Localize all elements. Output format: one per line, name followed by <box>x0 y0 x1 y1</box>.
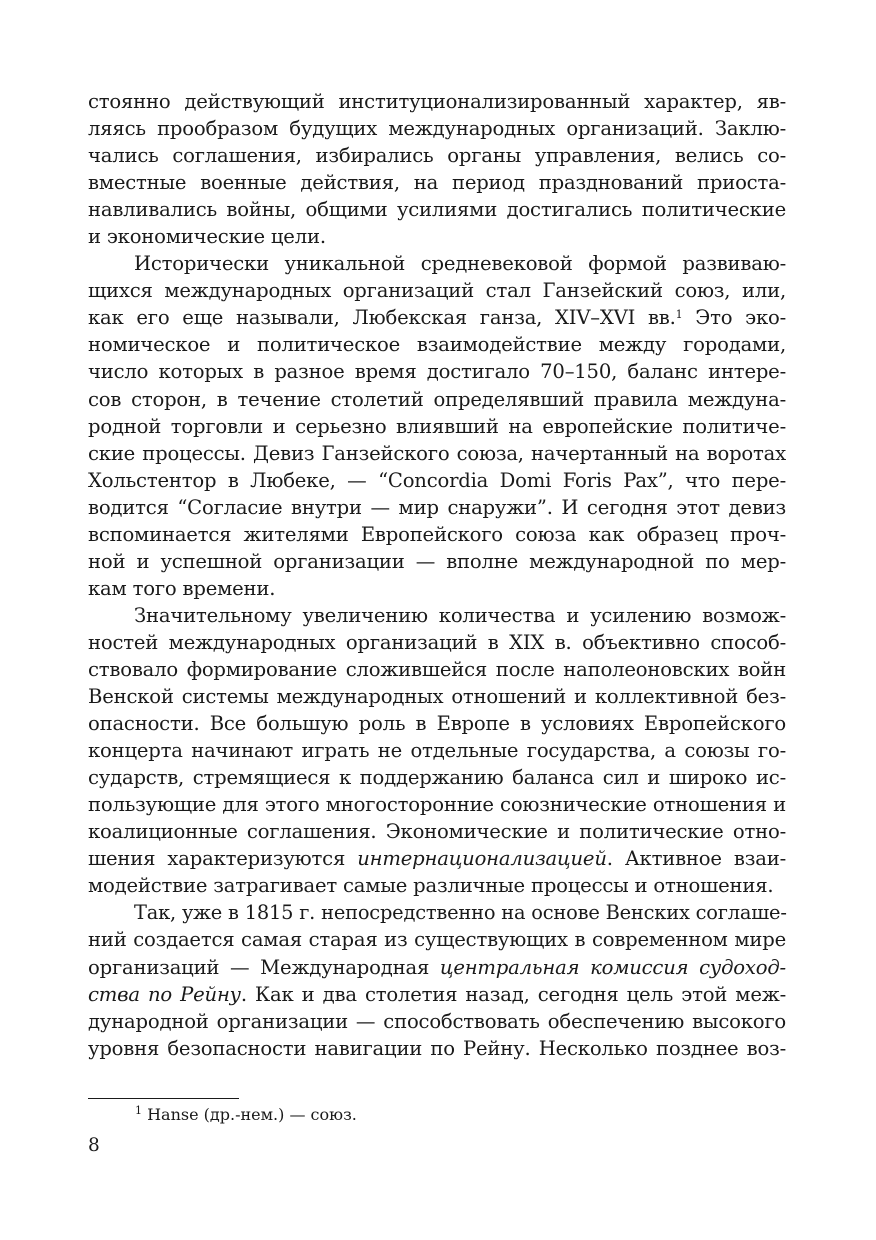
page-body <box>88 88 786 1062</box>
text-line: ские процессы. Девиз Ганзейского союза, начертанный на воротах <box>88 441 786 465</box>
text-line: дународной организации — способствовать обеспечению высокого <box>88 1009 786 1033</box>
text-line: сударств, стремящиеся к поддержанию баланса сил и широко ис- <box>88 766 786 790</box>
text-line <box>88 954 786 981</box>
footnote-divider <box>88 1098 239 1099</box>
text-line: уровня безопасности навигации по Рейну. Несколько позднее воз- <box>88 1036 786 1060</box>
text-line: родной торговли и серьезно влиявший на европейские политиче- <box>88 414 786 438</box>
text-line: Значительному увеличению количества и усилению возмож- <box>134 603 786 627</box>
paragraph-3 <box>88 602 786 900</box>
text-segment: шения характеризуются <box>88 847 358 871</box>
text-line: ствовало формирование сложившейся после наполеоновских войн <box>88 657 786 681</box>
footnote-mark: 1 <box>135 1104 142 1117</box>
paragraph-2 <box>88 250 786 602</box>
text-line: Так, уже в 1815 г. непосредственно на основе Венских соглаше- <box>134 901 787 925</box>
text-line: стоянно действующий институционализированный характер, яв- <box>88 90 786 113</box>
text-line: ний создается самая старая из существующих в современном мире <box>88 928 786 952</box>
text-segment: организаций — Международная <box>88 955 440 979</box>
text-line: ной и успешной организации — вполне международной по мер- <box>88 549 786 573</box>
text-line: число которых в разное время достигало 70–150, баланс интере- <box>88 360 786 384</box>
text-line: кам того времени. <box>88 576 276 600</box>
text-line: опасности. Все большую роль в Европе в условиях Европейского <box>88 712 786 736</box>
text-line <box>88 845 786 872</box>
text-line: сов сторон, в течение столетий определявший правила междуна- <box>88 387 786 411</box>
text-line: и экономические цели. <box>88 225 326 249</box>
text-segment: . Активное взаи- <box>606 847 786 871</box>
page-number: 8 <box>88 1135 100 1156</box>
text-line: ляясь прообразом будущих международных организаций. Заклю- <box>88 117 786 141</box>
text-line: концерта начинают играть не отдельные государства, а союзы го- <box>88 739 786 763</box>
paragraph-4 <box>88 899 786 1061</box>
italic-term: ства по Рейну <box>88 982 241 1006</box>
text-line: чались соглашения, избирались органы управления, велись со- <box>88 144 786 168</box>
italic-term: центральная комиссия судоход- <box>439 955 786 979</box>
text-line <box>88 981 786 1008</box>
text-segment: Это эко- <box>682 306 787 330</box>
text-line: вспоминается жителями Европейского союза как образец проч- <box>88 522 786 546</box>
footnote <box>135 1104 357 1126</box>
text-line: Венской системы международных отношений и коллективной без- <box>88 685 786 709</box>
text-line: навливались войны, общими усилиями достигались политические <box>88 198 786 222</box>
text-line: Исторически уникальной средневековой формой развиваю- <box>134 252 786 276</box>
text-line: Хольстентор в Любеке, — “Concordia Domi Foris Pax”, что пере- <box>88 468 786 492</box>
text-line: модействие затрагивает самые различные процессы и отношения. <box>88 874 774 898</box>
text-line: водится “Согласие внутри — мир снаружи”. И сегодня этот девиз <box>88 495 786 519</box>
paragraph-1 <box>88 88 786 250</box>
text-line <box>88 304 786 331</box>
text-line: вместные военные действия, на период празднований приоста- <box>88 171 786 195</box>
text-segment: как его еще называли, Любекская ганза, XIV–XVI вв. <box>88 306 676 330</box>
footnote-text: Hanse (др.-нем.) — союз. <box>142 1105 357 1124</box>
text-line: ностей международных организаций в XIX в. объективно способ- <box>88 630 786 654</box>
text-line: щихся международных организаций стал Ганзейский союз, или, <box>88 279 786 303</box>
text-line: номическое и политическое взаимодействие между городами, <box>88 333 786 357</box>
text-segment: . Как и два столетия назад, сегодня цель этой меж- <box>240 982 786 1006</box>
footnote-reference[interactable]: 1 <box>675 308 683 322</box>
italic-term: интернационализацией <box>357 847 607 871</box>
text-line: пользующие для этого многосторонние союзнические отношения и <box>88 793 786 817</box>
text-line: коалиционные соглашения. Экономические и политические отно- <box>88 820 786 844</box>
